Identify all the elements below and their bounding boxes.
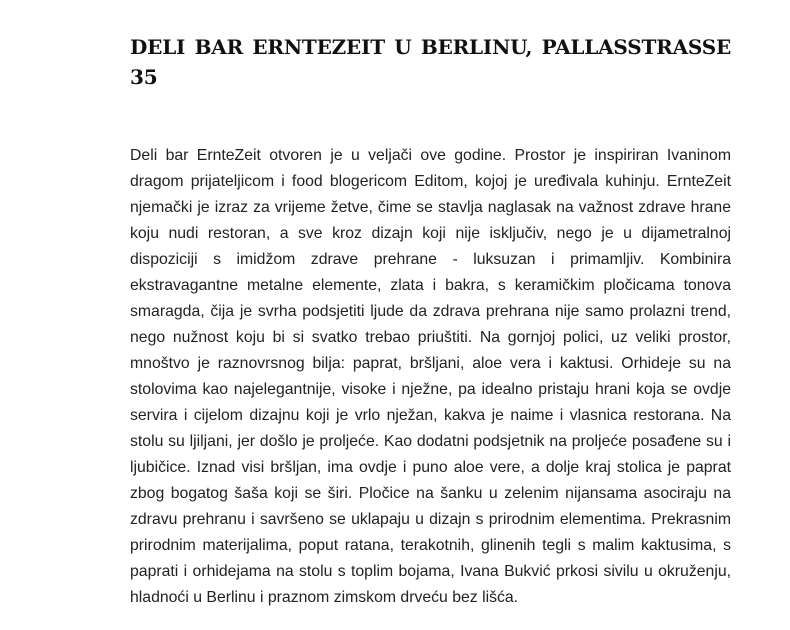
article <box>130 32 731 611</box>
article-title: DELI BAR ERNTEZEIT U BERLINU, PALLASSTRASSE 35 <box>130 35 731 89</box>
article-body: Deli bar ErnteZeit otvoren je u veljači ove godine. Prostor je inspiriran Ivaninom dragom prijateljicom i food blogericom Editom, kojoj je uređivala kuhinju. ErnteZeit njemački je izraz za vrijeme žetve, čime se stavlja naglasak na važnost zdrave hrane koju nudi restoran, a sve kroz dizajn koji nije isključiv, nego je u dijametralnoj dispoziciji s imidžom zdrave prehrane - luksuzan i primamljiv. Kombinira ekstravagantne metalne elemente, zlata i bakra, s keramičkim pločicama tonova smaragda, čija je svrha podsjetiti ljude da zdrava prehrana nije samo prolazni trend, nego nužnost koju bi si svatko trebao priuštiti. Na gornjoj polici, uz veliki prostor, mnoštvo je raznovrsnog bilja: paprat, bršljani, aloe vera i kaktusi. Orhideje su na stolovima kao najelegantnije, visoke i nježne, pa idealno pristaju hrani koja se ovdje servira i cijelom dizajnu koji je vrlo nježan, kakva je naime i vlasnica restorana. Na stolu su ljiljani, jer došlo je proljeće. Kao dodatni podsjetnik na proljeće posađene su i ljubičice. Iznad visi bršljan, ima ovdje i puno aloe vere, a dolje kraj stolica je paprat zbog bogatog šaša koji se širi. Pločice na šanku u zelenim nijansama asociraju na zdravu prehranu i savršeno se uklapaju u dizajn s prirodnim elementima. Prekrasnim prirodnim materijalima, poput ratana, terakotnih, glinenih tegli s malim kaktusima, s paprati i orhidejama na stolu s toplim bojama, Ivana Bukvić prkosi sivilu u okruženju, hladnoći u Berlinu i praznom zimskom drveću bez lišća. <box>130 147 731 606</box>
